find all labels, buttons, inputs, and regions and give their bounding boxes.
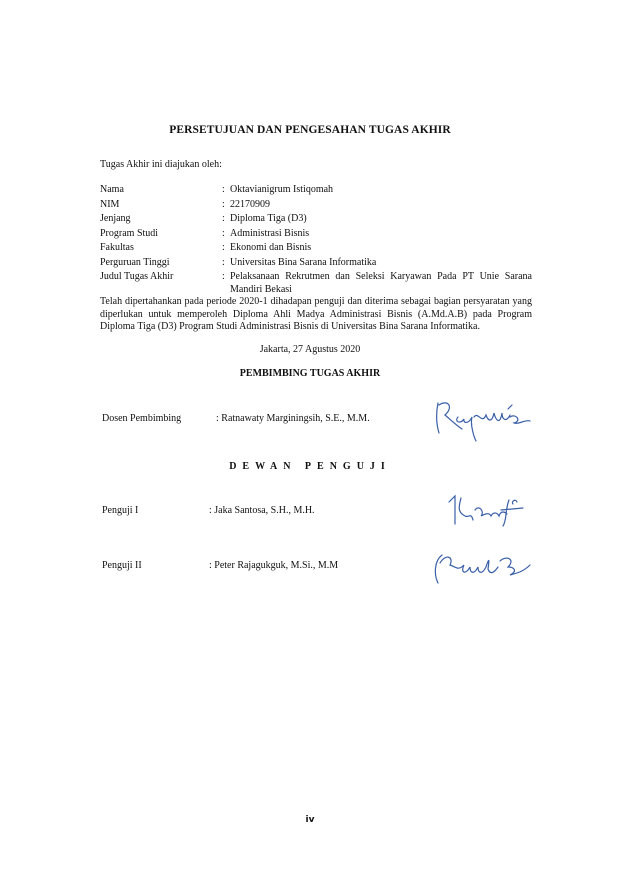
field-label: Program Studi (100, 227, 159, 239)
field-label: Jenjang (100, 213, 131, 224)
penguji-2-signature (430, 545, 540, 590)
field-value: Universitas Bina Sarana Informatika (230, 256, 377, 268)
field-value: Oktavianigrum Istiqomah (230, 184, 334, 195)
field-colon: : (222, 227, 225, 239)
pembimbing-label: Dosen Pembimbing (102, 413, 182, 424)
field-colon: : (222, 256, 225, 268)
penguji-2-label: Penguji II (102, 560, 142, 571)
field-label: Fakultas (100, 242, 134, 253)
page-number: iv (305, 815, 315, 825)
pembimbing-heading: PEMBIMBING TUGAS AKHIR (239, 368, 381, 379)
info-row-nama (100, 183, 532, 198)
document-title: PERSETUJUAN DAN PENGESAHAN TUGAS AKHIR (169, 124, 451, 136)
penguji-1-signature (445, 490, 535, 530)
place-date: Jakarta, 27 Agustus 2020 (259, 344, 361, 355)
info-row-program-studi (100, 227, 532, 242)
pembimbing-name: : Ratnawaty Marginingsih, S.E., M.M. (216, 413, 370, 424)
info-row-jenjang (100, 212, 532, 227)
field-value: Administrasi Bisnis (230, 227, 310, 239)
field-colon: : (222, 184, 225, 195)
field-label: Nama (100, 184, 124, 195)
penguji-heading: DEWAN PENGUJI (229, 461, 391, 472)
penguji-1-name: : Jaka Santosa, S.H., M.H. (209, 505, 315, 516)
info-row-perguruan-tinggi (100, 256, 532, 271)
penguji-2-name: : Peter Rajagukguk, M.Si., M.M (209, 560, 339, 571)
info-row-fakultas (100, 241, 532, 256)
info-row-nim (100, 198, 532, 213)
field-colon: : (222, 271, 225, 282)
pembimbing-row (102, 413, 370, 424)
field-value: Pelaksanaan Rekrutmen dan Seleksi Karyawan Pada PT Unie Sarana Mandiri Bekasi (230, 271, 532, 295)
pembimbing-signature (430, 395, 540, 445)
student-info (100, 183, 532, 296)
penguji-1-row (102, 505, 315, 516)
field-label: Perguruan Tinggi (100, 256, 170, 268)
field-label: NIM (100, 198, 120, 210)
field-value: Diploma Tiga (D3) (230, 213, 307, 224)
penguji-1-label: Penguji I (102, 505, 139, 516)
field-label: Judul Tugas Akhir (100, 271, 174, 282)
penguji-2-row (102, 560, 338, 571)
field-value: Ekonomi dan Bisnis (230, 242, 312, 253)
field-colon: : (222, 242, 225, 253)
field-colon: : (222, 213, 225, 224)
field-value: 22170909 (230, 198, 270, 210)
statement-paragraph: Telah dipertahankan pada periode 2020-1 dihadapan penguji dan diterima sebagai bagian persyaratan yang diperlukan untuk memperoleh Diploma Ahli Madya Administrasi Bisnis (A.Md.A.B) pada Program Diploma Tiga (D3) Program Studi Administrasi Bisnis di Universitas Bina Sarana Informatika. (100, 296, 532, 333)
intro-text: Tugas Akhir ini diajukan oleh: (100, 159, 222, 170)
field-colon: : (222, 198, 225, 210)
info-row-judul (100, 270, 532, 296)
